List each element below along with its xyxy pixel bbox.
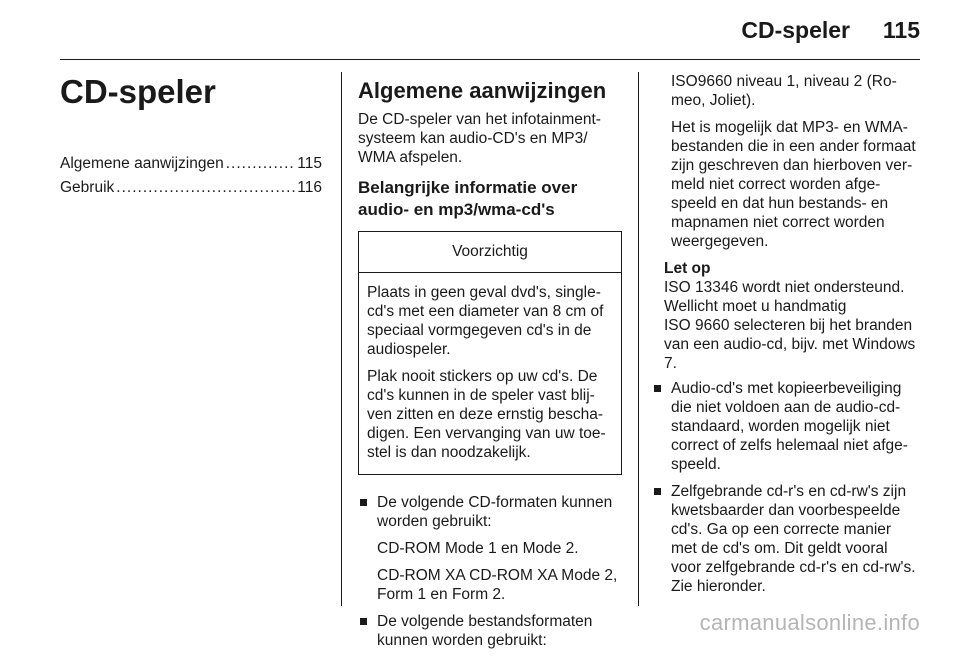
content-column-2 — [358, 72, 622, 658]
column-divider-2 — [638, 72, 639, 606]
bullet-cd-formats: De volgende CD-formaten kunnen worden gebruikt: — [358, 493, 622, 531]
subsection-title: Belangrijke informatie over audio- en mp3/wma-cd's — [358, 178, 578, 219]
section-title: Algemene aanwijzingen — [358, 78, 607, 103]
toc-entry-label: Gebruik — [60, 179, 115, 196]
caution-paragraph-1: Plaats in geen geval dvd's, single- cd's met een diameter van 8 cm of speciaal vormgegeven cd's in de audiospeler. — [367, 284, 604, 358]
caution-paragraph-2: Plak nooit stickers op uw cd's. De cd's kunnen in de speler vast blij- ven zitten en deze ernstig bescha- digen. Een vervanging van uw toe- stel is dan noodzakelijk. — [367, 368, 606, 461]
toc-entry-label: Algemene aanwijzingen — [60, 155, 224, 172]
note-text: ISO 13346 wordt niet ondersteund. Wellicht moet u handmatig ISO 9660 selecteren bij het branden van een audio-cd, bijv. met Windows 7. — [664, 279, 916, 372]
toc-entry-gebruik[interactable] — [60, 176, 322, 200]
bullet-self-burned: Zelfgebrande cd-r's en cd-rw's zijn kwetsbaarder dan voorbespeelde cd's. Ga op een correcte manier met de cd's om. Dit geldt vooral voor zelfgebrande cd-r's en cd-rw's. Zie hieronder. — [652, 482, 924, 596]
intro-paragraph: De CD-speler van het infotainment- systeem kan audio-CD's en MP3/ WMA afspelen. — [358, 111, 601, 166]
cd-format-xa: CD-ROM XA CD-ROM XA Mode 2, Form 1 en Form 2. — [377, 567, 618, 603]
note-heading: Let op — [664, 260, 711, 277]
toc-entry-page: 116 — [297, 179, 322, 196]
toc-column — [60, 72, 322, 200]
toc-leader-dots — [116, 176, 295, 200]
format-warning-text: Het is mogelijk dat MP3- en WMA- bestanden die in een ander formaat zijn geschreven dan hierboven ver- meld niet correct worden afge- speeld en dat hun bestands- en mapnamen niet correct worden weergegeven. — [671, 119, 916, 250]
cd-format-mode: CD-ROM Mode 1 en Mode 2. — [377, 540, 579, 557]
page-number: 115 — [882, 17, 920, 43]
header-divider — [60, 59, 920, 60]
header-title: CD-speler — [741, 17, 850, 43]
iso-level-text: ISO9660 niveau 1, niveau 2 (Ro- meo, Joliet). — [671, 73, 897, 109]
page-header — [0, 0, 960, 60]
caution-body — [359, 273, 621, 474]
bullet-file-formats: De volgende bestandsformaten kunnen worden gebruikt: — [358, 612, 622, 650]
bullet-copy-protection: Audio-cd's met kopieerbeveiliging die niet voldoen aan de audio-cd- standaard, worden mogelijk niet correct of zelfs helemaal niet afge- speeld. — [652, 379, 924, 474]
caution-heading: Voorzichtig — [359, 232, 621, 273]
chapter-title: CD-speler — [60, 73, 216, 110]
toc-leader-dots — [226, 152, 296, 176]
caution-box — [358, 231, 622, 475]
content-column-3 — [652, 72, 924, 604]
toc-entry-page: 115 — [297, 155, 322, 172]
toc-entry-algemene-aanwijzingen[interactable] — [60, 152, 322, 176]
column-divider-1 — [341, 72, 342, 606]
watermark: carmanualsonline.info — [699, 610, 920, 635]
note-block — [652, 259, 924, 373]
